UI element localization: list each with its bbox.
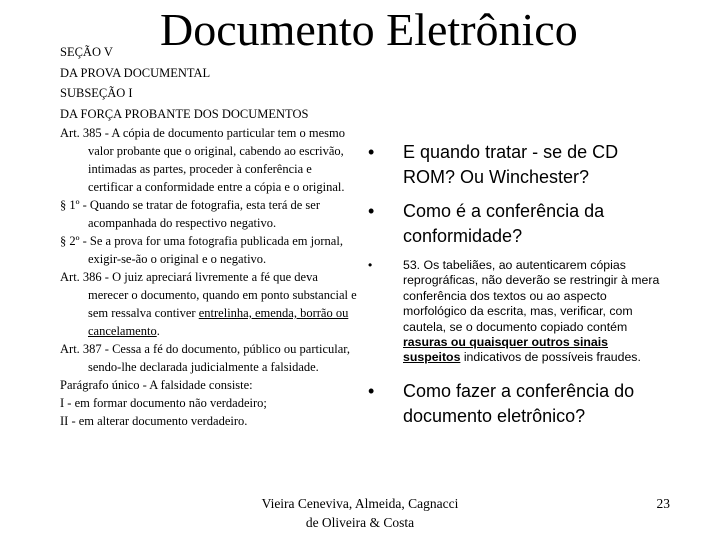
article-385: Art. 385 - A cópia de documento particular tem o mesmo valor probante que o original, cabendo ao escrivão, intimadas as partes, proceder à conferência e certificar a conformidade entre a cópia e o original.: [60, 126, 345, 194]
item-2: II - em alterar documento verdadeiro.: [60, 414, 248, 428]
bullet-item-cd-rom: [365, 140, 667, 190]
footer-authors: [240, 494, 480, 532]
bullet-text: [403, 258, 667, 366]
heading-subsection: SUBSEÇÃO I: [60, 86, 133, 100]
item-1: I - em formar documento não verdadeiro;: [60, 396, 267, 410]
article-387: Art. 387 - Cessa a fé do documento, público ou particular, sendo-lhe declarada judicialmente a falsidade.: [60, 342, 351, 374]
article-386-text: Art. 386 - O juiz apreciará livremente a fé que deva merecer o documento, quando em ponto substancial e sem ressalva contiver: [60, 270, 357, 320]
bullet-item-item-53: [365, 258, 667, 366]
bullet-icon: •: [368, 142, 375, 162]
page-number: 23: [656, 496, 670, 511]
slide-title: Documento Eletrônico: [160, 4, 578, 55]
item-53-end: indicativos de possíveis fraudes.: [460, 350, 641, 365]
article-386-underlined: entrelinha, emenda, borrão ou cancelamento: [88, 306, 349, 338]
item-53-emphasis: rasuras ou quaisquer outros sinais suspeitos: [403, 335, 609, 365]
bullet-icon: •: [368, 201, 375, 221]
paragraph-unico: Parágrafo único - A falsidade consiste:: [60, 378, 253, 392]
bullet-icon: •: [368, 258, 373, 272]
footer-authors-line-1: Vieira Ceneviva, Almeida, Cagnacci: [261, 496, 459, 511]
footer-authors-line-2: de Oliveira & Costa: [305, 515, 415, 530]
bullet-item-documento-eletronico: [365, 379, 667, 429]
bullet-text: Como fazer a conferência do documento eletrônico?: [403, 380, 635, 426]
article-386-end: .: [156, 324, 160, 338]
article-386: [60, 268, 360, 340]
heading-section-title: DA PROVA DOCUMENTAL: [60, 65, 211, 80]
item-53-text: 53. Os tabeliães, ao autenticarem cópias reprográficas, não deverão se restringir à mera conferência dos textos ou ao aspecto morfológico da escrita, mas, verificar, com cautela, se o documento copiado contém: [403, 258, 660, 334]
bullet-icon: •: [368, 380, 375, 401]
bullet-item-conformidade: [365, 199, 667, 249]
heading-section: SEÇÃO V: [60, 45, 113, 59]
bullet-list: [365, 140, 667, 438]
bullet-text: Como é a conferência da conformidade?: [403, 201, 605, 246]
paragraph-2: § 2º - Se a prova for uma fotografia publicada em jornal, exigir-se-ão o original e o negativo.: [60, 234, 343, 266]
bullet-text: E quando tratar - se de CD ROM? Ou Winchester?: [403, 142, 619, 187]
paragraph-1: § 1º - Quando se tratar de fotografia, esta terá de ser acompanhada do respectivo negativo.: [60, 198, 321, 230]
heading-subsection-title: DA FORÇA PROBANTE DOS DOCUMENTOS: [60, 106, 309, 121]
legal-text-column: [60, 42, 360, 430]
